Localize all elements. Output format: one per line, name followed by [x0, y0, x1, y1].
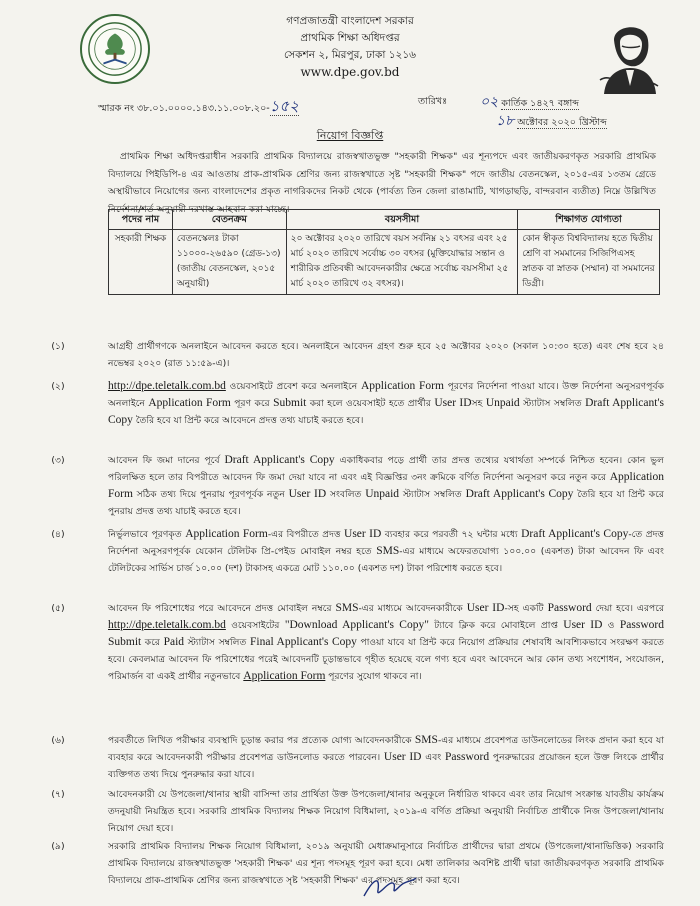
item-text: একাধিকবার পড়ে প্রার্থী তার প্রদত্ত তথ্যের যথার্থতা সম্পর্কে নিশ্চিত হবেন। কোন ভুল পরিলক্ষিত হলে তার বিপরীতে আবেদন ফি জমা দেয়া যাবে না এবং এই বিজ্ঞপ্তির ৩নং ক্রমিকে বর্ণিত নির্দেশনা অনুসরণ করে নতুন করে [108, 455, 664, 483]
teletalk-link[interactable]: http://dpe.teletalk.com.bd [108, 380, 226, 392]
item-text: User ID [434, 397, 472, 409]
table-header: বয়সসীমা [286, 210, 517, 230]
item-text: ও [602, 620, 620, 631]
item-text: আবেদন ফি পরিশোধের পরে আবেদনে প্রদত্ত মোবাইল নম্বরে [108, 603, 336, 614]
memo-label: স্মারক নং ৩৮.০১.০০০০.১৪৩.১১.০০৮.২০- [98, 103, 270, 114]
item-text: পরবর্তীতে লিখিত পরীক্ষার ব্যবস্থাদি চূড়ান্ত করার পর প্রত্যেক যোগ্য আবেদনকারীকে [108, 735, 415, 746]
item-text: User ID [344, 528, 382, 540]
item-text: করে [141, 637, 164, 648]
item-text: ট্যাবে ক্লিক করে মোবাইলে প্রাপ্ত [428, 620, 564, 631]
age-cell: ২০ অক্টোবর ২০২০ তারিখে বয়স সর্বনিম্ন ২১ বৎসর এবং ২৫ মার্চ ২০২০ তারিখে সর্বোচ্চ ৩০ বৎসর (মুক্তিযোদ্ধার সন্তান ও শারীরিক প্রতিবন্ধী আবেদনকারীর ক্ষেত্রে সর্বোচ্চ বয়সসীমা ২৫ মার্চ ২০২০ তারিখে ৩২ বৎসর)। [286, 230, 517, 295]
item-text: Draft Applicant's Copy [465, 488, 574, 500]
memo-number [98, 95, 299, 120]
item-text: Draft Applicant's Copy [521, 528, 629, 540]
table-header: বেতনক্রম [172, 210, 286, 230]
item-text: Application Form [185, 528, 268, 540]
item-text: আগ্রহী প্রার্থীগণকে অনলাইনে আবেদন করতে হবে। অনলাইনে আবেদন গ্রহণ শুরু হবে ২৫ অক্টোবর ২০২০ (সকাল ১০:৩০ হতে) এবং শেষ হবে ২৪ নভেম্বর ২০২০ (রাত ১১:৫৯-এ)। [108, 341, 664, 369]
table-row [109, 230, 660, 295]
item-text: সঠিক তথ্য দিয়ে পুনরায় পূরণপূর্বক নতুন [132, 489, 289, 500]
date-greg-day: ১৮ [496, 113, 515, 129]
instruction-item-1 [51, 338, 664, 372]
item-text: SMS [414, 734, 438, 746]
item-text: করা হলে ওয়েবসাইট হতে প্রার্থীর [306, 398, 435, 409]
date-bangla-rest: কার্তিক ১৪২৭ বঙ্গাব্দ [501, 98, 579, 109]
instruction-item-5 [51, 600, 664, 685]
item-text: সহ [471, 398, 486, 409]
instruction-item-4 [51, 526, 664, 577]
edu-cell: কোন স্বীকৃত বিশ্ববিদ্যালয় হতে দ্বিতীয় শ্রেণি বা সমমানের সিজিপিএসহ স্নাতক বা স্নাতক (সম্মান) বা সমমানের ডিগ্রী। [518, 230, 660, 295]
header-website: www.dpe.gov.bd [300, 65, 400, 79]
post-cell: সহকারী শিক্ষক [109, 230, 173, 295]
header-line-government: গণপ্রজাতন্ত্রী বাংলাদেশ সরকার [286, 15, 414, 27]
instruction-item-3 [51, 452, 664, 520]
item-text: Password [445, 751, 490, 763]
date-bangla-day: ০২ [480, 94, 499, 110]
item-text: ওয়েবসাইটে প্রবেশ করে অনলাইনে [225, 381, 361, 392]
item-text: Password Submit [108, 619, 664, 648]
item-text: -এর বিপরীতে প্রদত্ত [267, 529, 345, 540]
date-label: তারিখঃ [418, 96, 448, 107]
item-text: Submit [273, 397, 307, 409]
item-number: (৯) [51, 841, 65, 852]
table-header: পদের নাম [109, 210, 173, 230]
date-greg-rest: অক্টোবর ২০২০ খ্রিস্টাব্দ [517, 117, 607, 128]
item-number: (৫) [51, 603, 65, 614]
item-text: Draft Applicant's Copy [224, 454, 335, 466]
item-number: (২) [51, 381, 65, 392]
item-text: SMS [335, 602, 359, 614]
item-text: Application Form [148, 397, 231, 409]
notice-title: নিয়োগ বিজ্ঞপ্তি [316, 129, 384, 142]
item-text: দেয়া হবে। এরপরে [591, 603, 664, 614]
signature-icon [360, 872, 420, 902]
item-text: -এর মাধ্যমে প্রবেশপত্র ডাউনলোডের লিংক প্রদান করা হবে যা ব্যবহার করে আবেদনকারী পরীক্ষার প্রবেশপত্র ডাউনলোড করতে পারবেন। [108, 735, 664, 763]
item-text: Unpaid [485, 397, 520, 409]
item-text: এবং [421, 752, 446, 763]
item-text: স্ট্যাটাস সম্বলিত [399, 489, 466, 500]
item-text: Application Form [243, 670, 326, 682]
memo-handwritten-number: ১৫২ [269, 97, 299, 115]
item-text: User ID [383, 751, 422, 763]
item-number: (৭) [51, 789, 65, 800]
item-text: -এর মাধ্যমে অফেরতযোগ্য ১০০.০০ (একশত) টাকা আবেদন ফি এবং টেলিটকের সার্ভিস চার্জ ১০.০০ (দশ) টাকাসহ একত্রে মোট ১১০.০০ (একশত দশ) টাকা পরিশোধ করতে হবে। [108, 546, 664, 574]
item-text: নির্ভুলভাবে পূরণকৃত [108, 529, 186, 540]
table-header-row [109, 210, 660, 230]
item-text: পুনরুদ্ধারের প্রয়োজন হলে উক্ত লিংকে প্রার্থীর ব্যক্তিগত তথ্য দিয়ে পুনরুদ্ধার করা যাবে। [108, 752, 664, 780]
item-text: -তে প্রদত্ত নির্দেশনা অনুসরণপূর্বক যেকোন টেলিটক প্রি-পেইড মোবাইল নম্বর হতে [108, 529, 664, 557]
item-text: স্ট্যাটাস সম্বলিত [519, 398, 586, 409]
item-text: Password [547, 602, 592, 614]
item-number: (৪) [51, 529, 65, 540]
header-line-directorate: প্রাথমিক শিক্ষা অধিদপ্তর [300, 32, 400, 44]
item-text: স্ট্যাটাস সম্বলিত [184, 637, 250, 648]
pay-cell: বেতনস্কেলঃ টাকা ১১০০০-২৬৫৯০ (গ্রেড-১৩) (জাতীয় বেতনস্কেল, ২০১৫ অনুযায়ী) [172, 230, 286, 295]
item-text: পূরণের সুযোগ থাকবে না। [325, 671, 422, 682]
item-text: User ID [288, 488, 327, 500]
item-text: আবেদনকারী যে উপজেলা/থানার স্থায়ী বাসিন্দা তার প্রার্থিতা উক্ত উপজেলা/থানার অনুকূলে নির্ধারিত থাকবে এবং তার নিয়োগ সংক্রান্ত যাবতীয় কার্যক্রম তদনুযায়ী নিয়ন্ত্রিত হবে। সরকারি প্রাথমিক বিদ্যালয় শিক্ষক নিয়োগ বিধিমালা, ২০১৯-এ বর্ণিত প্রক্রিয়া অনুযায়ী নির্বাচিত প্রার্থীকে নিজ উপজেলা/থানায় নিয়োগ দেয়া হবে। [108, 789, 664, 834]
item-text: পাওয়া যাবে যা প্রিন্ট করে নিয়োগ প্রক্রিয়ার শেষাবধি আবশ্যিকভাবে সংরক্ষণ করতে হবে। কেবলমাত্র আবেদন ফি পরিশোধের পরেই আবেদনটি চূড়ান্তভাবে গৃহীত হয়েছে বলে গণ্য হবে এবং আবেদনে আর কোন তথ্য সংশোধন, সংযোজন, পরিমার্জন বা একই প্রার্থীর নতুনভাবে [108, 637, 664, 682]
item-text: Final Applicant's Copy [250, 636, 357, 648]
item-text: "Download Applicant's Copy" [284, 619, 429, 631]
item-text: Unpaid [365, 488, 400, 500]
item-number: (৬) [51, 735, 65, 746]
item-text: সরকারি প্রাথমিক বিদ্যালয় শিক্ষক নিয়োগ বিধিমালা, ২০১৯ অনুযায়ী মেধাক্রমানুসারে নির্বাচিত প্রার্থীদের দ্বারা প্রথমে (উপজেলা/থানাভিত্তিক) সরকারি প্রাথমিক বিদ্যালয়ে রাজস্বখাতভুক্ত 'সহকারী শিক্ষক' এর শূন্য পদসমূহ পূরণ করা হবে। মেধা তালিকার অবশিষ্ট প্রার্থী দ্বারা জাতীয়করণকৃত সরকারি প্রাথমিক বিদ্যালয়ে প্রাক-প্রাথমিক শ্রেণির জন্য রাজস্বখাতে সৃষ্ট 'সহকারী শিক্ষক' এর পদসমূহ পূরণ করা হবে। [108, 841, 664, 886]
instruction-item-7 [51, 786, 664, 837]
recruitment-table [108, 209, 660, 295]
intro-paragraph: প্রাথমিক শিক্ষা অধিদপ্তরাধীন সরকারি প্রাথমিক বিদ্যালয়ে রাজস্বখাতভুক্ত "সহকারী শিক্ষক" এর শূন্যপদে এবং জাতীয়করণকৃত সরকারি প্রাথমিক বিদ্যালয়ে পিইডিপি-৪ এর আওতায় প্রাক-প্রাথমিক শ্রেণির জন্য রাজস্বখাতে সৃষ্ট "সহকারী শিক্ষক" পদে জাতীয় বেতনস্কেল, ২০১৫-এর ১৩তম গ্রেডে অস্থায়ীভাবে নিয়োগের জন্য বাংলাদেশের প্রকৃত নাগরিকদের নিকট থেকে (পার্বত্য তিন জেলা রাঙামাটি, খাগড়াছড়ি, বান্দরবান ব্যতীত) নিম্নে উল্লিখিত নির্দেশনা/শর্ত অনুযায়ী দরখাস্ত আহবান করা যাচ্ছে। [108, 151, 656, 215]
header-line-address: সেকশন ২, মিরপুর, ঢাকা ১২১৬ [283, 49, 417, 61]
item-text: পূরণ করে [230, 398, 274, 409]
item-text: ওয়েবসাইটের [225, 620, 285, 631]
instruction-item-2 [51, 378, 665, 429]
item-text: Application Form [361, 380, 444, 392]
item-text: SMS [376, 545, 400, 557]
item-text: -সহ একটি [504, 603, 548, 614]
item-text: ব্যবহার করে পরবর্তী ৭২ ঘন্টার মধ্যে [381, 529, 522, 540]
item-text: তৈরি হবে যা প্রিন্ট করে আবেদনে প্রদত্ত তথ্য যাচাই করতে হবে। [132, 415, 364, 426]
item-text: User ID [466, 602, 505, 614]
teletalk-link[interactable]: http://dpe.teletalk.com.bd [108, 619, 226, 631]
item-text: -এর মাধ্যমে আবেদনকারীকে [358, 603, 467, 614]
item-text: User ID [563, 619, 603, 631]
item-text: Draft Applicant's Copy [108, 397, 665, 426]
item-number: (১) [51, 341, 65, 352]
instruction-item-6 [51, 732, 664, 783]
item-text: Application Form [108, 471, 664, 500]
item-text: পূরণের নির্দেশনা পাওয়া যাবে। উক্ত নির্দেশনা অনুসরণপূর্বক অনলাইনে [108, 381, 664, 409]
item-text: Paid [163, 636, 185, 648]
item-text: তৈরি হবে যা প্রিন্ট করে পুনরায় প্রদত্ত তথ্য যাচাই করতে হবে। [108, 489, 664, 517]
table-header: শিক্ষাগত যোগ্যতা [518, 210, 660, 230]
item-text: সংবলিত [326, 489, 366, 500]
item-text: আবেদন ফি জমা দানের পূর্বে [108, 455, 225, 466]
item-number: (৩) [51, 455, 65, 466]
